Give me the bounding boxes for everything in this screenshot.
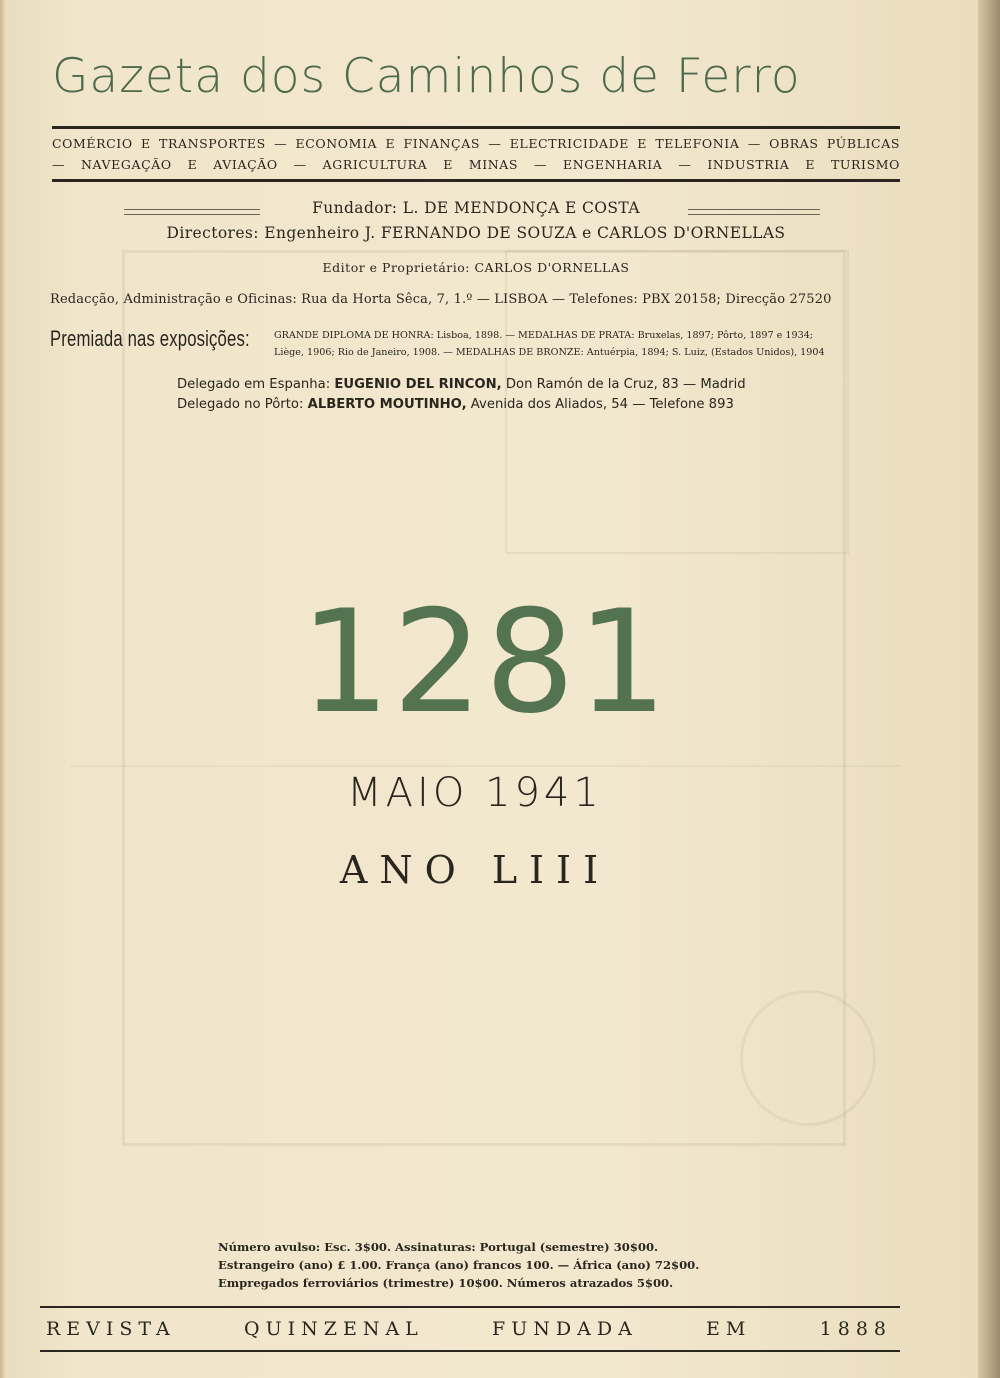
delegate-porto <box>177 395 817 415</box>
delegate-porto-label: Delegado no Pôrto: <box>177 397 304 412</box>
topics-line-2: — NAVEGAÇÃO E AVIAÇÃO — AGRICULTURA E MINAS — ENGENHARIA — INDUSTRIA E TURISMO <box>52 157 900 172</box>
delegate-spain <box>177 375 817 395</box>
issue-year: ANO LIII <box>339 848 611 892</box>
subscription-prices <box>218 1238 738 1292</box>
masthead-rule-top <box>52 126 900 129</box>
price-line-1: Número avulso: Esc. 3$00. Assinaturas: Portugal (semestre) 30$00. <box>218 1240 659 1254</box>
awards-line-1: GRANDE DIPLOMA DE HONRA: Lisboa, 1898. — MEDALHAS DE PRATA: Bruxelas, 1897; Pôrto, 1897 e 1934; <box>274 330 814 341</box>
directors-line: Directores: Engenheiro J. FERNANDO DE SOUZA e CARLOS D'ORNELLAS <box>166 224 786 242</box>
delegate-spain-name: EUGENIO DEL RINCON, <box>334 377 502 392</box>
show-through-circle <box>740 990 876 1126</box>
footer-rule-bottom <box>40 1350 900 1352</box>
address-line: Redacção, Administração e Oficinas: Rua da Horta Sêca, 7, 1.º — LISBOA — Telefones: PBX 20158; Direcção 27520 <box>50 292 832 307</box>
delegates-block <box>177 375 817 415</box>
delegate-porto-address: Avenida dos Aliados, 54 — Telefone 893 <box>470 397 734 412</box>
awards-heading: Premiada nas exposições: <box>50 326 250 351</box>
founder-line: Fundador: L. DE MENDONÇA E COSTA <box>312 199 640 217</box>
delegate-spain-address: Don Ramón de la Cruz, 83 — Madrid <box>505 377 746 392</box>
issue-number: 1281 <box>300 580 670 745</box>
topics-line-1: COMÉRCIO E TRANSPORTES — ECONOMIA E FINANÇAS — ELECTRICIDADE E TELEFONIA — OBRAS PÚBLICAS <box>52 136 900 151</box>
awards-line-2: Liège, 1906; Rio de Janeiro, 1908. — MEDALHAS DE BRONZE: Antuérpia, 1894; S. Luiz, (Estados Unidos), 1904 <box>274 347 825 358</box>
awards-list <box>274 327 900 361</box>
page-edge-right <box>978 0 1000 1378</box>
price-line-3: Empregados ferroviários (trimestre) 10$00. Números atrazados 5$00. <box>218 1276 674 1290</box>
footer-rule-top <box>40 1306 900 1308</box>
price-line-2: Estrangeiro (ano) £ 1.00. França (ano) francos 100. — África (ano) 72$00. <box>218 1258 700 1272</box>
masthead-rule-bottom <box>52 179 900 182</box>
issue-date: MAIO 1941 <box>347 770 603 816</box>
masthead-title: Gazeta dos Caminhos de Ferro <box>52 49 801 104</box>
delegate-spain-label: Delegado em Espanha: <box>177 377 331 392</box>
delegate-porto-name: ALBERTO MOUTINHO, <box>307 397 467 412</box>
page-edge-left <box>0 0 6 1378</box>
editor-line: Editor e Proprietário: CARLOS D'ORNELLAS <box>322 260 630 275</box>
footer-tagline: REVISTA QUINZENAL FUNDADA EM 1888 <box>46 1318 892 1340</box>
